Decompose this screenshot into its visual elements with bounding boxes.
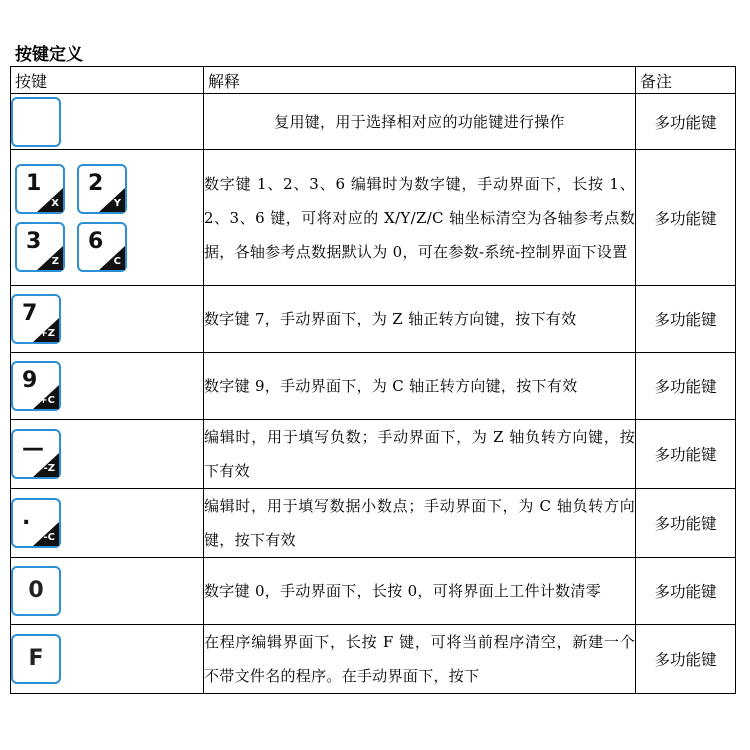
table-row <box>11 94 736 150</box>
table-row <box>11 353 736 420</box>
row-desc: 数字键 9，手动界面下，为 C 轴正转方向键，按下有效 <box>204 353 636 420</box>
row-desc: 编辑时，用于填写数据小数点；手动界面下，为 C 轴负转方向键，按下有效 <box>204 489 636 558</box>
key-3-z-icon: 3 Z <box>15 222 65 272</box>
key-1-x-icon: 1 X <box>15 164 65 214</box>
row-note: 多功能键 <box>636 625 736 694</box>
page-title: 按键定义 <box>15 45 83 65</box>
key-cell <box>11 625 204 694</box>
table-row <box>11 489 736 558</box>
key-cell <box>11 286 204 353</box>
row-note: 多功能键 <box>636 558 736 625</box>
key-7-plus-z-icon: 7 +Z <box>11 294 61 344</box>
header-desc: 解释 <box>204 67 636 94</box>
table-row <box>11 286 736 353</box>
row-note: 多功能键 <box>636 286 736 353</box>
key-9-plus-c-icon: 9 +C <box>11 361 61 411</box>
row-desc: 数字键 7，手动界面下，为 Z 轴正转方向键，按下有效 <box>204 286 636 353</box>
row-note: 多功能键 <box>636 489 736 558</box>
key-cell <box>11 353 204 420</box>
key-cell <box>11 420 204 489</box>
row-desc: 数字键 0，手动界面下，长按 0，可将界面上工件计数清零 <box>204 558 636 625</box>
key-cell <box>11 94 204 150</box>
key-cell <box>11 489 204 558</box>
key-2-y-icon: 2 Y <box>77 164 127 214</box>
shift-key-icon <box>11 97 61 147</box>
key-0-icon: 0 <box>11 566 61 616</box>
row-desc: 在程序编辑界面下，长按 F 键，可将当前程序清空，新建一个不带文件名的程序。在手动界面下，按下 <box>204 625 636 694</box>
key-dot-minus-c-icon: . -C <box>11 498 61 548</box>
row-desc: 数字键 1、2、3、6 编辑时为数字键，手动界面下，长按 1、2、3、6 键，可将对应的 X/Y/Z/C 轴坐标清空为各轴参考点数据，各轴参考点数据默认为 0，可在参数-系统-控制界面下设置 <box>204 150 636 286</box>
table-row <box>11 420 736 489</box>
key-cell <box>11 150 204 286</box>
row-desc: 复用键，用于选择相对应的功能键进行操作 <box>204 94 636 150</box>
key-definition-table <box>10 66 736 694</box>
table-row <box>11 558 736 625</box>
table-header-row <box>11 67 736 94</box>
row-note: 多功能键 <box>636 353 736 420</box>
key-6-c-icon: 6 C <box>77 222 127 272</box>
key-f-icon: F <box>11 634 61 684</box>
key-minus-z-icon: — -Z <box>11 429 61 479</box>
row-note: 多功能键 <box>636 150 736 286</box>
row-note: 多功能键 <box>636 94 736 150</box>
row-desc: 编辑时，用于填写负数；手动界面下，为 Z 轴负转方向键，按下有效 <box>204 420 636 489</box>
table-row <box>11 150 736 286</box>
header-key: 按键 <box>11 67 204 94</box>
header-note: 备注 <box>636 67 736 94</box>
row-note: 多功能键 <box>636 420 736 489</box>
table-row <box>11 625 736 694</box>
key-cell <box>11 558 204 625</box>
